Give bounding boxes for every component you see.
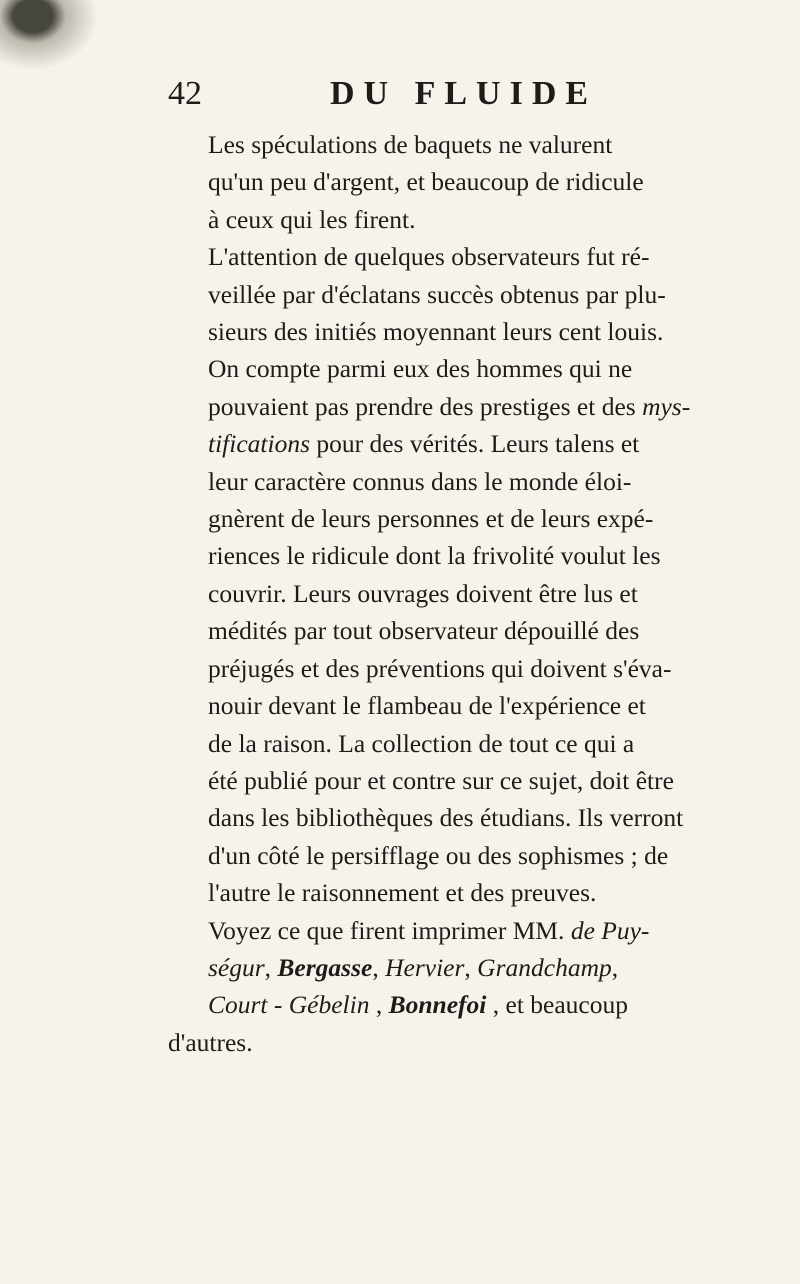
text-line: préjugés et des préventions qui doivent s'éva-: [208, 653, 672, 683]
text-run: pour des vérités. Leurs talens et: [310, 429, 640, 459]
paragraph-1: [168, 126, 644, 238]
separator: ,: [372, 952, 386, 982]
page-body: [168, 126, 691, 1061]
text-line: veillée par d'éclatans succès obtenus par plu-: [208, 279, 666, 309]
separator: ,: [464, 952, 478, 982]
running-title: DU FLUIDE: [330, 75, 598, 112]
text-line: à ceux qui les firent.: [208, 204, 416, 234]
text-line: nouir devant le flambeau de l'expérience et: [208, 691, 646, 721]
italic-name: Bergasse: [277, 952, 373, 982]
page-header: [168, 72, 608, 116]
text-line: sieurs des initiés moyennant leurs cent louis.: [208, 317, 664, 347]
text-line: été publié pour et contre sur ce sujet, doit être: [208, 765, 674, 795]
paragraph-3: [168, 912, 650, 1062]
italic-text: mys-: [642, 391, 691, 421]
italic-name: Court - Gébelin: [208, 990, 370, 1020]
page-stain: [0, 0, 110, 80]
text-line: [168, 425, 640, 462]
italic-name: Hervier: [385, 952, 465, 982]
paragraph-2: [168, 238, 691, 911]
text-line: qu'un peu d'argent, et beaucoup de ridicule: [208, 167, 644, 197]
text-line: dans les bibliothèques des étudians. Ils verront: [208, 803, 684, 833]
separator: ,: [611, 952, 619, 982]
italic-name: de Puy-: [570, 915, 650, 945]
text-line: gnèrent de leurs personnes et de leurs expé-: [208, 504, 654, 534]
italic-name: Grandchamp: [477, 952, 612, 982]
text-run: , et beaucoup: [486, 990, 628, 1020]
separator: ,: [264, 952, 278, 982]
text-run: Voyez ce que firent imprimer MM.: [208, 915, 571, 945]
text-line: [168, 388, 691, 425]
separator: ,: [369, 990, 389, 1020]
italic-name: ségur: [208, 952, 265, 982]
italic-name: Bonnefoi: [388, 990, 487, 1020]
text-line: On compte parmi eux des hommes qui ne: [208, 354, 633, 384]
text-line: [168, 912, 650, 949]
text-line: couvrir. Leurs ouvrages doivent être lus et: [208, 578, 638, 608]
italic-text: tifications: [208, 429, 310, 459]
text-line: riences le ridicule dont la frivolité voulut les: [208, 541, 661, 571]
page-number: 42: [168, 75, 202, 112]
text-line: médités par tout observateur dépouillé des: [208, 616, 640, 646]
text-line: leur caractère connus dans le monde éloi-: [208, 466, 632, 496]
text-line: l'autre le raisonnement et des preuves.: [208, 878, 597, 908]
text-line: de la raison. La collection de tout ce qui a: [208, 728, 635, 758]
text-line: [168, 949, 619, 986]
text-line: d'autres.: [168, 1027, 253, 1057]
text-line: d'un côté le persifflage ou des sophismes ; de: [208, 840, 669, 870]
text-line: [168, 986, 628, 1023]
text-line: L'attention de quelques observateurs fut ré-: [208, 242, 650, 272]
text-run: pouvaient pas prendre des prestiges et des: [208, 391, 643, 421]
text-line: Les spéculations de baquets ne valurent: [208, 130, 613, 159]
